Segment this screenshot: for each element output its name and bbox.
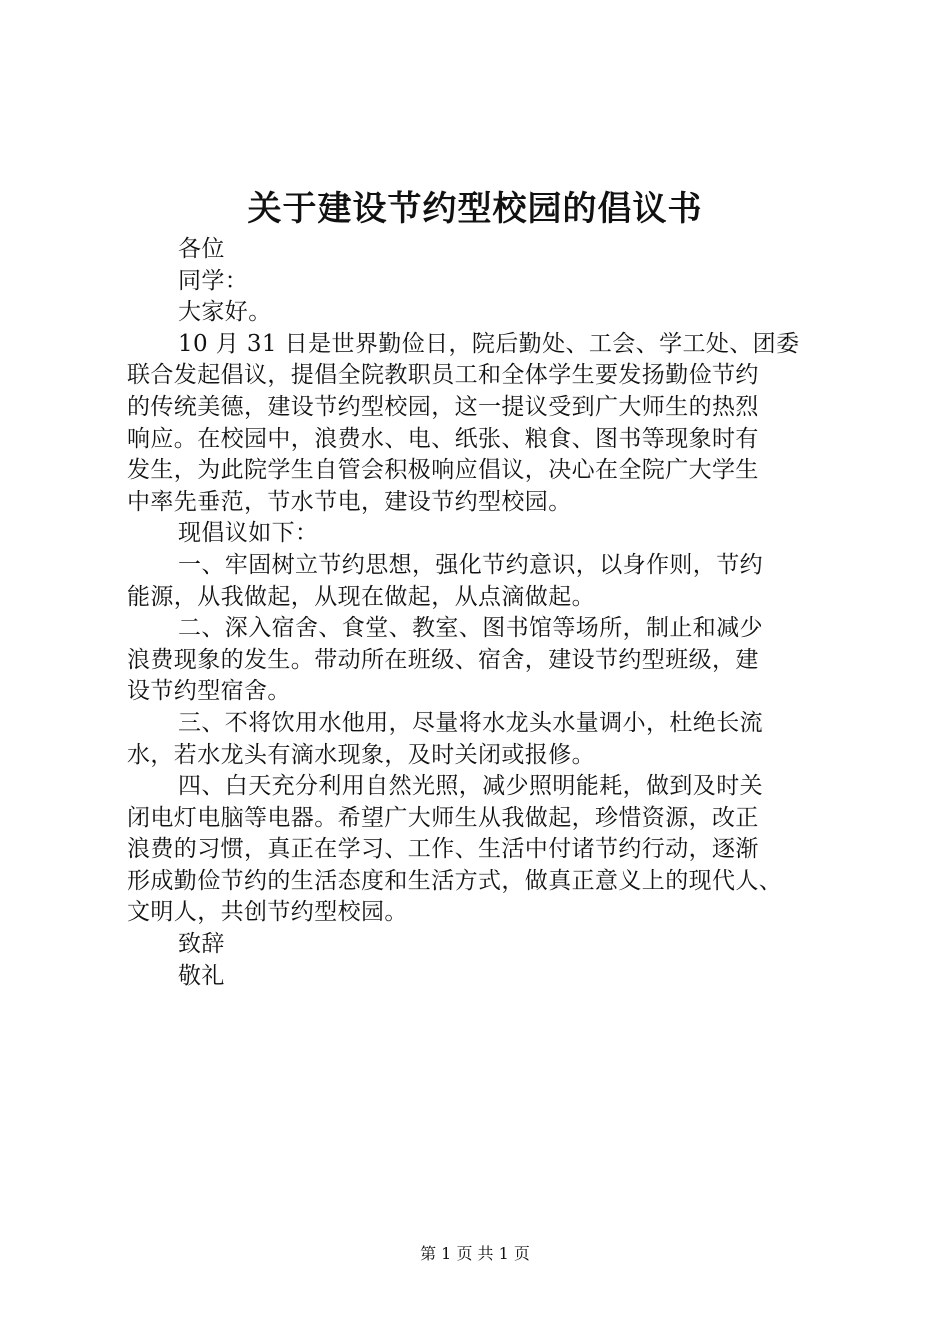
body-line: 二、深入宿舍、食堂、教室、图书馆等场所，制止和减少 — [178, 615, 763, 642]
body-line: 大家好。 — [178, 299, 272, 326]
body-line: 一、牢固树立节约思想，强化节约意识，以身作则，节约 — [178, 551, 763, 578]
body-line: 致辞 — [178, 931, 225, 958]
body-line: 三、不将饮用水他用，尽量将水龙头水量调小，杜绝长流 — [178, 709, 763, 736]
body-line: 浪费的习惯，真正在学习、工作、生活中付诸节约行动，逐渐 — [127, 836, 759, 863]
body-line: 设节约型宿舍。 — [127, 678, 291, 705]
body-line: 中率先垂范，节水节电，建设节约型校园。 — [127, 488, 572, 515]
body-line: 现倡议如下： — [178, 520, 319, 547]
body-line: 各位 — [178, 236, 225, 262]
page-footer: 第 1 页 共 1 页 — [420, 1244, 530, 1263]
document-title: 关于建设节约型校园的倡议书 — [247, 189, 703, 229]
body-line: 响应。在校园中，浪费水、电、纸张、粮食、图书等现象时有 — [127, 425, 759, 452]
body-line: 发生，为此院学生自管会积极响应倡议，决心在全院广大学生 — [127, 457, 759, 484]
body-line: 联合发起倡议，提倡全院教职员工和全体学生要发扬勤俭节约 — [127, 362, 759, 389]
body-line: 四、白天充分利用自然光照，减少照明能耗，做到及时关 — [178, 773, 763, 800]
body-line: 能源，从我做起，从现在做起，从点滴做起。 — [127, 583, 595, 610]
body-line: 同学： — [178, 267, 249, 294]
body-line: 文明人，共创节约型校园。 — [127, 899, 408, 926]
body-line: 水，若水龙头有滴水现象，及时关闭或报修。 — [127, 741, 595, 768]
body-line: 的传统美德，建设节约型校园，这一提议受到广大师生的热烈 — [127, 393, 759, 420]
document-body — [127, 234, 827, 992]
body-line: 敬礼 — [178, 962, 225, 989]
body-line: 闭电灯电脑等电器。希望广大师生从我做起，珍惜资源，改正 — [127, 804, 759, 831]
body-line: 浪费现象的发生。带动所在班级、宿舍，建设节约型班级，建 — [127, 646, 759, 673]
body-line: 10 月 31 日是世界勤俭日，院后勤处、工会、学工处、团委 — [178, 330, 800, 357]
body-line: 形成勤俭节约的生活态度和生活方式，做真正意义上的现代人、 — [127, 867, 783, 894]
